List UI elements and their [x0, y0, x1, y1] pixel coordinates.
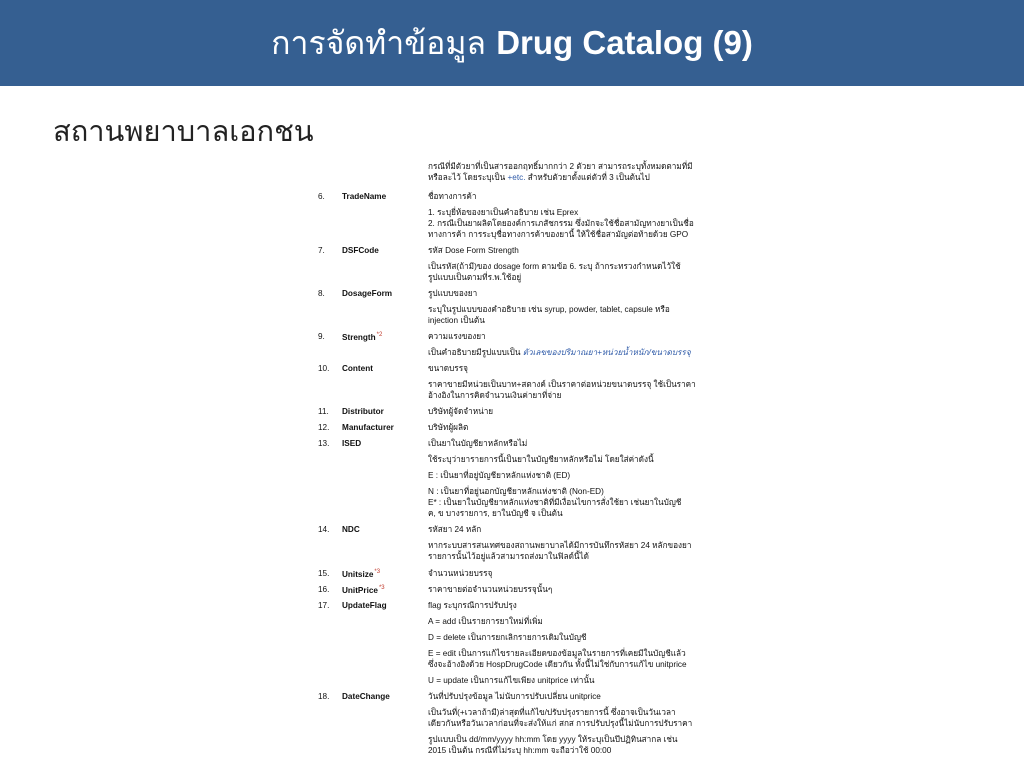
row-number: 17.	[318, 601, 330, 610]
field-description: รหัสยา 24 หลัก	[428, 525, 482, 534]
field-name: DosageForm	[342, 289, 393, 298]
field-description: E : เป็นยาที่อยู่บัญชียาหลักแห่งชาติ (ED)	[428, 471, 571, 480]
field-description: A = add เป็นรายการยาใหม่ที่เพิ่ม	[428, 617, 543, 626]
field-name: UnitPrice$^{*3}$	[342, 585, 385, 595]
row-number: 8.	[318, 289, 325, 298]
field-description: เป็นคำอธิบายมีรูปแบบเป็น ตัวเลขของปริมาณยา+หน่วยน้ำหนัก/ขนาดบรรจุ	[428, 348, 691, 357]
field-description: จำนวนหน่วยบรรจุ	[428, 569, 493, 578]
field-name: Content	[342, 364, 373, 373]
field-description: ค, ข บางรายการ, ยาในบัญชี จ เป็นต้น	[428, 509, 563, 518]
field-name: NDC	[342, 525, 360, 534]
header-banner	[0, 0, 1024, 86]
field-description: 2015 เป็นต้น กรณีที่ไม่ระบุ hh:mm จะถือว่าใช้ 00:00	[428, 746, 612, 755]
field-description: เป็นวันที่(+เวลาถ้ามี)ล่าสุดที่แก้ไข/ปรับปรุงรายการนี้ ซึ่งอาจเป็นวันเวลา	[428, 708, 676, 717]
field-name: Unitsize$^{*3}$	[342, 569, 381, 579]
field-description: รูปแบบของยา	[428, 289, 478, 298]
field-description: เป็นยาในบัญชียาหลักหรือไม่	[428, 439, 528, 448]
field-name: UpdateFlag	[342, 601, 387, 610]
row-number: 18.	[318, 692, 330, 701]
field-description: E* : เป็นยาในบัญชียาหลักแห่งชาติที่มีเงื่อนไขการสั่งใช้ยา เช่นยาในบัญชี	[428, 498, 682, 507]
page-title	[0, 0, 1024, 86]
field-description: บริษัทผู้ผลิต	[428, 423, 469, 432]
document-image: กรณีที่มีตัวยาที่เป็นสารออกฤทธิ์มากกว่า 2 ตัวยา สามารถระบุทั้งหมดตามที่มี หรือละไว้ โดยระบุเป็น +etc. สำหรับตัวยาตั้งแต่ตัวที่ 3 เป็นต้นไป 6. TradeName ชื่อทางการค้า 1. ระบุยี่ห้อของยาเป็นคำอธิบาย เช่น Eprex 2. กรณีเป็นยาผลิตโดยองค์การเภสัชกรรม ซึ่งมักจะใช้ชื่อสามัญทางยาเป็นชื่อ ทางการค้า การระบุชื่อทางการค้าของยานี้ ให้ใช้ชื่อสามัญต่อท้ายด้วย GPO 7. DSFCode รหัส Dose Form Strength เป็นรหัส(ถ้ามี)ของ dosage form ตามข้อ 6. ระบุ ถ้ากระทรวงกำหนดไว้ใช้ รูปแบบเป็นตามที่ร.พ.ใช้อยู่ 8. DosageForm รูปแบบของยา ระบุในรูปแบบของคำอธิบาย เช่น syrup, powder, tablet, capsule หรือ injection เป็นต้น 9. Strength$^{*2}$ ความแรงของยา เป็นคำอธิบายมีรูปแบบเป็น ตัวเลขของปริมาณยา+หน่วยน้ำหนัก/ขนาดบรรจุ 10. Content ขนาดบรรจุ ราคาขายมีหน่วยเป็นบาท+สตางค์ เป็นราคาต่อหน่วยขนาดบรรจุ ใช้เป็นราคา อ้างอิงในการคิดจำนวนเงินค่ายาที่จ่าย 11. Distributor บริษัทผู้จัดจำหน่าย 12. Manufacturer บริษัทผู้ผลิต 13. ISED เป็นยาในบัญชียาหลักหรือไม่ ใช้ระบุว่ายารายการนี้เป็นยาในบัญชียาหลักหรือไม่ โดยใส่ค่าดังนี้ E : เป็นยาที่อยู่บัญชียาหลักแห่งชาติ (ED) N : เป็นยาที่อยู่นอกบัญชียาหลักแห่งชาติ (Non-ED) E* : เป็นยาในบัญชียาหลักแห่งชาติที่มีเงื่อนไขการสั่งใช้ยา เช่นยาในบัญชี ค, ข บางรายการ, ยาในบัญชี จ เป็นต้น 14. NDC รหัสยา 24 หลัก หากระบบสารสนเทศของสถานพยาบาลได้มีการบันทึกรหัสยา 24 หลักของยา รายการนั้นไว้อยู่แล้วสามารถส่งมาในฟิลด์นี้ได้ 15. Unitsize$^{*3}$ จำนวนหน่วยบรรจุ 16. UnitPrice$^{*3}$ ราคาขายต่อจำนวนหน่วยบรรจุนั้นๆ 17. UpdateFlag flag ระบุกรณีการปรับปรุง A = add เป็นรายการยาใหม่ที่เพิ่ม D = delete เป็นการยกเลิกรายการเดิมในบัญชี E = edit เป็นการแก้ไขรายละเอียดของข้อมูลในรายการที่เคยมีในบัญชีแล้ว ซึ่งจะอ้างอิงด้วย HospDrugCode เดียวกัน ทั้งนี้ไม่ใช่กับการแก้ไข unitprice U = update เป็นการแก้ไขเพียง unitprice เท่านั้น 18. DateChange วันที่ปรับปรุงข้อมูล ไม่นับการปรับเปลี่ยน unitprice เป็นวันที่(+เวลาถ้ามี)ล่าสุดที่แก้ไข/ปรับปรุงรายการนี้ ซึ่งอาจเป็นวันเวลา เดียวกันหรือวันเวลาก่อนที่จะส่งให้แก่ สกส การปรับปรุงนี้ไม่นับการปรับราคา รูปแบบเป็น dd/mm/yyyy hh:mm โดย yyyy ให้ระบุเป็นปีปฏิทินสากล เช่น 2015 เป็นต้น กรณีที่ไม่ระบุ hh:mm จะถือว่าใช้ 00:00	[318, 162, 710, 762]
field-description: เดียวกันหรือวันเวลาก่อนที่จะส่งให้แก่ สกส การปรับปรุงนี้ไม่นับการปรับราคา	[428, 719, 693, 728]
row-number: 16.	[318, 585, 330, 594]
field-description: รหัส Dose Form Strength	[428, 246, 519, 255]
field-description: วันที่ปรับปรุงข้อมูล ไม่นับการปรับเปลี่ยน unitprice	[428, 692, 601, 701]
row-number: 7.	[318, 246, 325, 255]
field-description: U = update เป็นการแก้ไขเพียง unitprice เท่านั้น	[428, 676, 595, 685]
field-description: อ้างอิงในการคิดจำนวนเงินค่ายาที่จ่าย	[428, 391, 562, 400]
row-number: 12.	[318, 423, 330, 432]
row-number: 15.	[318, 569, 330, 578]
field-description: flag ระบุกรณีการปรับปรุง	[428, 601, 517, 610]
row-number: 10.	[318, 364, 330, 373]
subtitle: สถานพยาบาลเอกชน	[53, 114, 314, 148]
row-number: 14.	[318, 525, 330, 534]
field-description: เป็นรหัส(ถ้ามี)ของ dosage form ตามข้อ 6. ระบุ ถ้ากระทรวงกำหนดไว้ใช้	[428, 262, 681, 271]
field-name: Manufacturer	[342, 423, 394, 432]
title-thai: การจัดทำข้อมูล	[271, 24, 487, 62]
field-description: ระบุในรูปแบบของคำอธิบาย เช่น syrup, powder, tablet, capsule หรือ	[428, 305, 670, 314]
field-description: ซึ่งจะอ้างอิงด้วย HospDrugCode เดียวกัน ทั้งนี้ไม่ใช่กับการแก้ไข unitprice	[428, 660, 687, 669]
field-name: TradeName	[342, 192, 387, 201]
field-description: ราคาขายมีหน่วยเป็นบาท+สตางค์ เป็นราคาต่อหน่วยขนาดบรรจุ ใช้เป็นราคา	[428, 380, 696, 389]
footnote-marker: *2	[376, 332, 383, 338]
field-name: DateChange	[342, 692, 390, 701]
field-description: D = delete เป็นการยกเลิกรายการเดิมในบัญชี	[428, 633, 587, 642]
row-number: 11.	[318, 407, 329, 416]
field-description: injection เป็นต้น	[428, 316, 485, 325]
field-description: ชื่อทางการค้า	[428, 192, 477, 201]
field-description: E = edit เป็นการแก้ไขรายละเอียดของข้อมูลในรายการที่เคยมีในบัญชีแล้ว	[428, 649, 686, 658]
field-description: ความแรงของยา	[428, 332, 486, 341]
field-description: ใช้ระบุว่ายารายการนี้เป็นยาในบัญชียาหลักหรือไม่ โดยใส่ค่าดังนี้	[428, 455, 654, 464]
field-description: รายการนั้นไว้อยู่แล้วสามารถส่งมาในฟิลด์นี้ได้	[428, 552, 589, 561]
field-description: 1. ระบุยี่ห้อของยาเป็นคำอธิบาย เช่น Eprex	[428, 208, 579, 217]
row-number: 6.	[318, 192, 325, 201]
field-name: ISED	[342, 439, 362, 448]
field-name: Strength$^{*2}$	[342, 332, 383, 342]
title-latin: Drug Catalog (9)	[496, 24, 753, 61]
field-name: DSFCode	[342, 246, 379, 255]
field-description: ทางการค้า การระบุชื่อทางการค้าของยานี้ ให้ใช้ชื่อสามัญต่อท้ายด้วย GPO	[428, 230, 689, 239]
field-name: Distributor	[342, 407, 384, 416]
field-description: 2. กรณีเป็นยาผลิตโดยองค์การเภสัชกรรม ซึ่งมักจะใช้ชื่อสามัญทางยาเป็นชื่อ	[428, 219, 694, 228]
highlighted-format: ตัวเลขของปริมาณยา+หน่วยน้ำหนัก/ขนาดบรรจุ	[520, 348, 691, 357]
field-description: รูปแบบเป็น dd/mm/yyyy hh:mm โดย yyyy ให้ระบุเป็นปีปฏิทินสากล เช่น	[428, 735, 678, 744]
row-number: 13.	[318, 439, 330, 448]
footnote-marker: *3	[378, 585, 385, 591]
footnote-marker: *3	[374, 569, 381, 575]
field-description: ราคาขายต่อจำนวนหน่วยบรรจุนั้นๆ	[428, 585, 553, 594]
field-description: N : เป็นยาที่อยู่นอกบัญชียาหลักแห่งชาติ (Non-ED)	[428, 487, 604, 496]
field-description: รูปแบบเป็นตามที่ร.พ.ใช้อยู่	[428, 273, 522, 282]
row-number: 9.	[318, 332, 325, 341]
field-description: บริษัทผู้จัดจำหน่าย	[428, 407, 494, 416]
field-description: ขนาดบรรจุ	[428, 364, 468, 373]
field-description: หากระบบสารสนเทศของสถานพยาบาลได้มีการบันทึกรหัสยา 24 หลักของยา	[428, 541, 692, 550]
